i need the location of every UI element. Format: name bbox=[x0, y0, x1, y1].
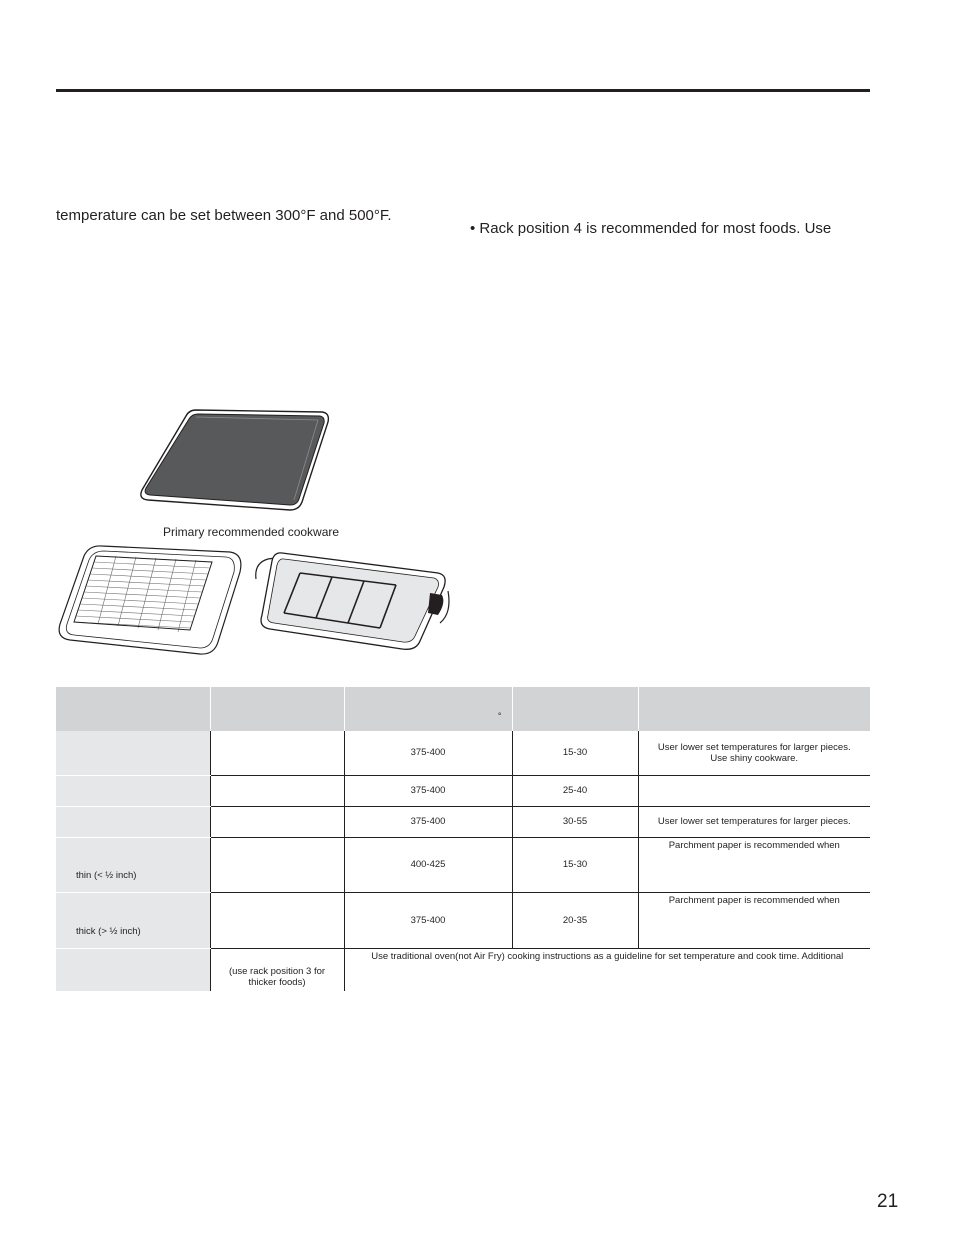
food-cell bbox=[56, 806, 210, 837]
rack-cell bbox=[210, 948, 344, 991]
rack-cell bbox=[210, 731, 344, 775]
food-cell bbox=[56, 948, 210, 991]
time-cell: 25-40 bbox=[512, 775, 638, 806]
rack-position-bullet: • Rack position 4 is recommended for most foods. Use bbox=[470, 220, 832, 237]
notes-cell bbox=[344, 948, 870, 991]
temp-cell: 400-425 bbox=[344, 837, 512, 892]
notes-cell bbox=[638, 837, 870, 892]
rack-cell bbox=[210, 775, 344, 806]
table-row bbox=[56, 775, 870, 806]
table-row bbox=[56, 837, 870, 892]
time-cell: 15-30 bbox=[512, 731, 638, 775]
top-rule bbox=[56, 89, 870, 92]
page-number: 21 bbox=[877, 1191, 899, 1212]
food-subtype: thin (< ½ inch) bbox=[76, 870, 137, 881]
table-row bbox=[56, 731, 870, 775]
rack-note: (use rack position 3 for thicker foods) bbox=[228, 965, 326, 988]
rack-cell bbox=[210, 806, 344, 837]
table-row bbox=[56, 806, 870, 837]
notes-cell bbox=[638, 775, 870, 806]
air-fry-basket-illustration bbox=[252, 543, 454, 655]
table-header-row bbox=[56, 687, 870, 731]
temp-cell: 375-400 bbox=[344, 806, 512, 837]
rack-cell bbox=[210, 892, 344, 948]
header-time-cell bbox=[512, 687, 638, 731]
temp-cell: 375-400 bbox=[344, 731, 512, 775]
table-row bbox=[56, 892, 870, 948]
header-rack-cell bbox=[210, 687, 344, 731]
left-column-text: temperature can be set between 300°F and 500°F. bbox=[56, 207, 392, 224]
time-cell: 20-35 bbox=[512, 892, 638, 948]
header-temp-cell bbox=[344, 687, 512, 731]
notes-line: Use traditional oven(not Air Fry) cooking instructions as a guideline for set temperature and cook time. Additional bbox=[371, 950, 844, 962]
time-cell: 15-30 bbox=[512, 837, 638, 892]
rack-cell bbox=[210, 837, 344, 892]
time-cell: 30-55 bbox=[512, 806, 638, 837]
temp-cell: 375-400 bbox=[344, 775, 512, 806]
notes-cell: User lower set temperatures for larger pieces. bbox=[638, 806, 870, 837]
air-fry-cooking-table bbox=[56, 687, 870, 991]
food-cell bbox=[56, 775, 210, 806]
degree-symbol: ° bbox=[497, 711, 502, 721]
notes-cell bbox=[638, 731, 870, 775]
notes-line: User lower set temperatures for larger pieces. bbox=[657, 741, 851, 753]
pan-with-rack-illustration bbox=[54, 542, 246, 658]
notes-line: Parchment paper is recommended when bbox=[668, 894, 840, 906]
food-subtype: thick (> ½ inch) bbox=[76, 925, 141, 937]
header-notes-cell bbox=[638, 687, 870, 731]
notes-line: Parchment paper is recommended when bbox=[668, 839, 840, 851]
notes-cell bbox=[638, 892, 870, 948]
food-cell bbox=[56, 731, 210, 775]
header-food-cell bbox=[56, 687, 210, 731]
baking-pan-illustration bbox=[134, 404, 334, 516]
table-row bbox=[56, 948, 870, 991]
notes-line: Use shiny cookware. bbox=[710, 752, 799, 764]
food-cell bbox=[56, 837, 210, 892]
food-cell bbox=[56, 892, 210, 948]
temp-cell: 375-400 bbox=[344, 892, 512, 948]
cookware-caption: Primary recommended cookware bbox=[163, 525, 340, 539]
